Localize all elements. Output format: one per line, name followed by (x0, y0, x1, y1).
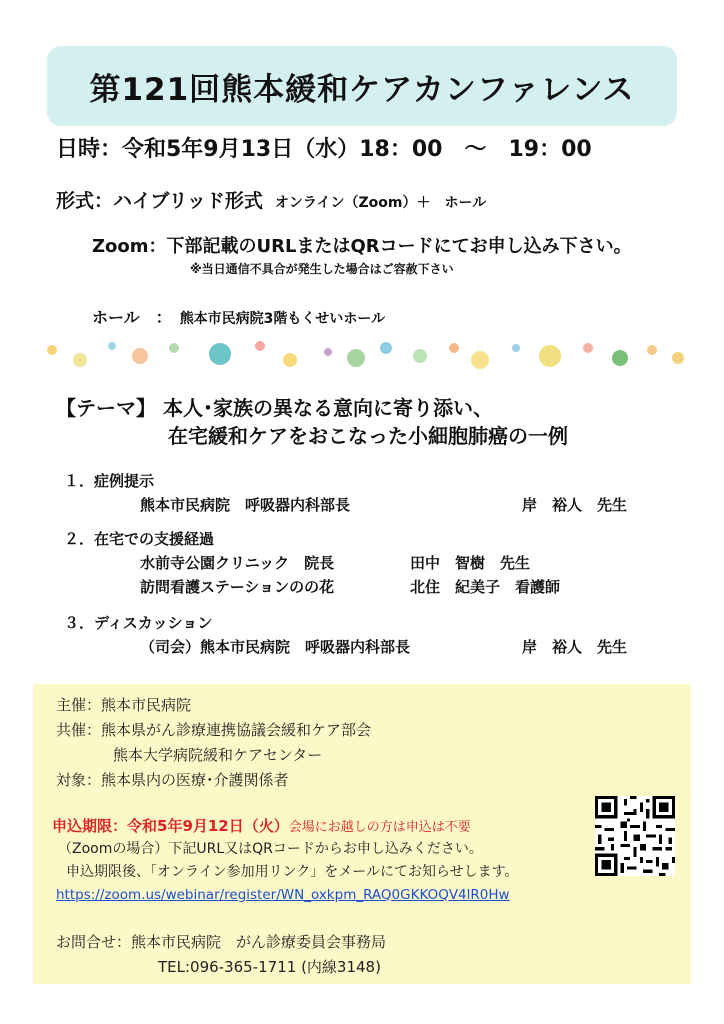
zoom-apply-text: （Zoomの場合）下記URL又はQRコードからお申し込みください。 (58, 841, 483, 857)
registration-link[interactable] (56, 885, 510, 903)
page-title: 第121回熊本緩和ケアカンファレンス (89, 71, 635, 108)
speaker-affiliation: （司会）熊本市民病院 呼吸器内科部長 (140, 638, 411, 656)
registration-url[interactable]: https://zoom.us/webinar/register/WN_oxkpm_RAQ0GKKOQV4lR0Hw (56, 887, 510, 903)
format-detail: オンライン（Zoom）＋ ホール (274, 195, 487, 211)
contact-tel: TEL:096-365-1711 (内線3148) (158, 958, 381, 976)
hall-name: 熊本市民病院3階もくせいホール (179, 311, 386, 327)
zoom-instruction: Zoom：下部記載のURLまたはQRコードにてお申し込み下さい。 (92, 236, 632, 257)
hall-venue (92, 305, 385, 328)
deadline-note: 会場にお越しの方は申込は不要 (288, 820, 471, 835)
qr-code-icon[interactable] (595, 796, 675, 876)
program-2-heading: ２．在宅での支援経過 (64, 530, 215, 548)
speaker-affiliation: 熊本市民病院 呼吸器内科部長 (140, 496, 351, 514)
format-label: 形式：ハイブリッド形式 (56, 190, 263, 212)
program-2-speaker-1 (140, 552, 530, 573)
theme-line-1: 【テーマ】 本人･家族の異なる意向に寄り添い、 (56, 396, 493, 420)
speaker-name: 田中 智樹 先生 (410, 554, 531, 572)
program-3-heading: ３．ディスカッション (64, 614, 213, 632)
speaker-affiliation: 水前寺公園クリニック 院長 (140, 554, 335, 572)
deadline-line (52, 815, 471, 836)
speaker-affiliation: 訪問看護ステーションのの花 (140, 578, 335, 596)
speaker-name: 岸 裕人 先生 (522, 496, 628, 514)
zoom-note: ※当日通信不具合が発生した場合はご容赦下さい (190, 262, 454, 276)
event-datetime: 日時：令和5年9月13日（水）18：00 ～ 19：00 (56, 137, 592, 162)
speaker-name: 北住 紀美子 看護師 (410, 578, 561, 596)
decorative-dots (40, 336, 690, 376)
cohost-2: 熊本大学病院緩和ケアセンター (113, 746, 323, 764)
theme-line-2: 在宅緩和ケアをおこなった小細胞肺癌の一例 (168, 424, 568, 448)
host: 主催：熊本市民病院 (56, 696, 192, 714)
program-1-speaker (140, 494, 627, 515)
speaker-name: 岸 裕人 先生 (522, 638, 628, 656)
deadline-label: 申込期限：令和5年9月12日（火） (52, 817, 289, 835)
cohost-1: 共催：熊本県がん診療連携協議会緩和ケア部会 (56, 721, 372, 739)
program-3-speaker (140, 636, 627, 657)
event-format (56, 186, 486, 213)
program-2-speaker-2 (140, 576, 560, 597)
hall-label: ホール ： (92, 308, 172, 327)
after-deadline-text: 申込期限後、「オンライン参加用リンク」をメールにてお知らせします。 (66, 864, 519, 880)
target-audience: 対象：熊本県内の医療･介護関係者 (56, 771, 289, 789)
contact: お問合せ：熊本市民病院 がん診療委員会事務局 (56, 933, 387, 951)
program-1-heading: １．症例提示 (64, 472, 155, 490)
title-banner (47, 46, 677, 126)
